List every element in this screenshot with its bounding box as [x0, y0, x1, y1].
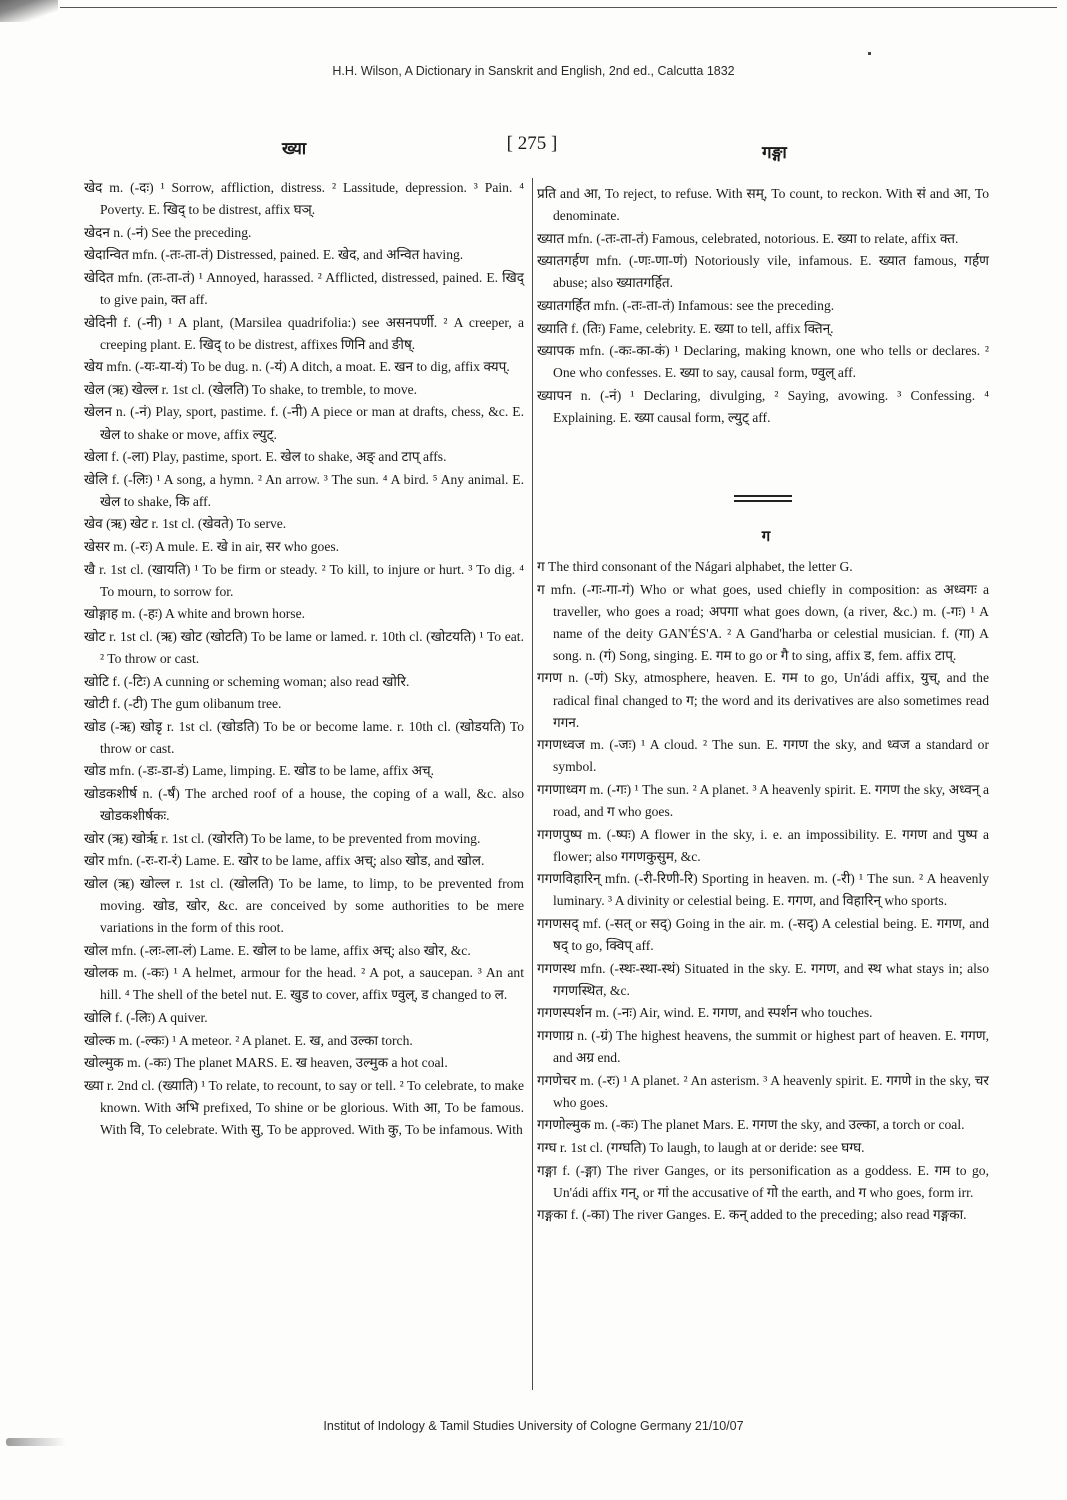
dictionary-entry: ग The third consonant of the Nágari alphabet, the letter G. [537, 559, 853, 574]
dictionary-entry: खोल्क m. (-ल्कः) ¹ A meteor. ² A planet. E. ख, and उल्का torch. [84, 1032, 413, 1048]
dictionary-entry: ख्या r. 2nd cl. (ख्याति) ¹ To relate, to recount, to say or tell. ² To celebrate, to make known. With अभि prefixed, To shine or be glorious. With आ, To be famous. With वि, To celebrate. With सु, To be approved. With कु, To be infamous. With [84, 1077, 524, 1137]
dictionary-entry: खोड mfn. (-डः-डा-डं) Lame, limping. E. खोड to be lame, affix अच्. [84, 763, 435, 779]
dictionary-entry: गगणाध्वग m. (-गः) ¹ The sun. ² A planet. ³ A heavenly spirit. E. गगण the sky, अध्वन् a road, and ग who goes. [537, 781, 989, 820]
dictionary-entry: खोल्मुक m. (-कः) The planet MARS. E. ख heaven, उल्मुक a hot coal. [84, 1055, 448, 1071]
dictionary-entry: खेव (ऋ) खेट r. 1st cl. (खेवते) To serve. [84, 516, 287, 532]
dictionary-entry: गङ्गका f. (-का) The river Ganges. E. कन् added to the preceding; also read गङ्गका. [537, 1207, 967, 1223]
page-number: [ 275 ] [506, 133, 558, 154]
dictionary-entry: गगणध्वज m. (-जः) ¹ A cloud. ² The sun. E. गगण the sky, and ध्वज a standard or symbol. [537, 737, 989, 775]
dictionary-entry: खेलन n. (-नं) Play, sport, pastime. f. (-नी) A piece or man at drafts, chess, &c. E. खेल to shake or move, affix ल्युट्. [84, 404, 524, 442]
dictionary-entry: ख्यातगर्हण mfn. (-णः-णा-णं) Notoriously vile, infamous. E. ख्यात famous, गर्हण abuse; also ख्यातगर्हित. [537, 253, 989, 291]
dictionary-entry: खेलि f. (-लिः) ¹ A song, a hymn. ² An arrow. ³ The sun. ⁴ A bird. ⁵ Any animal. E. खेल to shake, कि aff. [84, 471, 524, 509]
scan-edge-mark [0, 0, 58, 22]
dictionary-entry: ख्यापक mfn. (-कः-का-कं) ¹ Declaring, making known, one who tells or declares. ² One who confesses. E. ख्या to say, causal form, ण्वुल् aff. [537, 343, 989, 381]
dictionary-entry: खोङ्गाह m. (-हः) A white and brown horse. [84, 606, 306, 622]
section-letter: ग [761, 527, 771, 545]
dictionary-entry: खोड (-ऋ) खोडृ r. 1st cl. (खोडति) To be or become lame. r. 10th cl. (खोडयति) To throw or cast. [84, 718, 524, 756]
source-citation: H.H. Wilson, A Dictionary in Sanskrit and English, 2nd ed., Calcutta 1832 [332, 64, 735, 78]
dictionary-entry: गङ्गा f. (-ङ्गा) The river Ganges, or its personification as a goddess. E. गम to go, Un'ádi affix गन्, or गां the accusative of गो the earth, and ग who goes, form irr. [537, 1162, 989, 1200]
dictionary-entry: गगणस्पर्शन m. (-नः) Air, wind. E. गगण, and स्पर्शन who touches. [537, 1005, 873, 1021]
dictionary-entry: खेल (ऋ) खेल्ल r. 1st cl. (खेलति) To shake, to tremble, to move. [84, 381, 418, 397]
dictionary-entry: खोटि f. (-टिः) A cunning or scheming woman; also read खोरि. [84, 673, 410, 689]
column-divider [532, 178, 533, 1390]
dictionary-entry: खोटी f. (-टी) The gum olibanum tree. [84, 696, 282, 712]
dictionary-entry: गगणविहारिन् mfn. (-री-रिणी-रि) Sporting in heaven. m. (-री) ¹ The sun. ² A heavenly luminary. ³ A divinity or celestial being. E. गगण, and विहारिन् who sports. [537, 871, 989, 909]
dictionary-entry: गगण n. (-णं) Sky, atmosphere, heaven. E. गम to go, Un'ádi affix, युच्, and the radical final changed to ग; the word and its derivatives are also sometimes read गगन. [537, 670, 989, 730]
dictionary-entry: गगणसद् mf. (-सत् or सद्) Going in the air. m. (-सद्) A celestial being. E. गगण, and षद् to go, क्विप् aff. [537, 916, 989, 954]
dictionary-entry: खोर (ऋ) खोर्ऋ r. 1st cl. (खोरति) To be lame, to be prevented from moving. [84, 830, 481, 846]
dictionary-entry: खेय mfn. (-यः-या-यं) To be dug. n. (-यं) A ditch, a moat. E. खन to dig, affix क्यप्. [84, 359, 510, 375]
dictionary-entry: खेदन n. (-नं) See the preceding. [84, 224, 252, 240]
section-rule-upper [734, 495, 792, 497]
dictionary-entry: गग्घ r. 1st cl. (गग्घति) To laugh, to laugh at or deride: see घग्घ. [537, 1139, 865, 1155]
dictionary-entry: खेदित mfn. (तः-ता-तं) ¹ Annoyed, harassed. ² Afflicted, distressed, pained. E. खिद् to give pain, क्त aff. [84, 269, 524, 307]
dictionary-entry: गगणाग्र n. (-ग्रं) The highest heavens, the summit or highest part of heaven. E. गगण, and अग्र end. [537, 1027, 989, 1066]
dictionary-entry: गगणपुष्प m. (-ष्पः) A flower in the sky, i. e. an impossibility. E. गगण and पुष्प a flower; also गगणकुसुम, &c. [537, 826, 989, 864]
scan-smudge [6, 1438, 66, 1446]
dictionary-entry: ख्यातगर्हित mfn. (-तः-ता-तं) Infamous: see the preceding. [537, 297, 835, 313]
dictionary-entry: खै r. 1st cl. (खायति) ¹ To be firm or steady. ² To kill, to injure or hurt. ³ To dig. ⁴ To mourn, to sorrow for. [84, 561, 524, 599]
dictionary-entry: ख्यापन n. (-नं) ¹ Declaring, divulging, ² Saying, avowing. ³ Confessing. ⁴ Explaining. E. ख्या causal form, ल्युट् aff. [537, 387, 989, 425]
left-running-headword: ख्या [282, 139, 307, 159]
dictionary-entry: खेला f. (-ला) Play, pastime, sport. E. खेल to shake, अङ् and टाप् affs. [84, 449, 447, 465]
dictionary-entry: प्रति and आ, To reject, to refuse. With सम्, To count, to reckon. With सं and आ, To denominate. [537, 186, 989, 224]
dictionary-entry: खोल mfn. (-लः-ला-लं) Lame. E. खोल to be lame, affix अच्; also खोर, &c. [84, 942, 471, 958]
right-column-top [537, 183, 989, 430]
dictionary-entry: गगणोल्मुक m. (-कः) The planet Mars. E. गगण the sky, and उल्का, a torch or coal. [537, 1117, 965, 1133]
footer-credit: Institut of Indology & Tamil Studies University of Cologne Germany 21/10/07 [323, 1419, 744, 1433]
dictionary-entry: खोट r. 1st cl. (ऋ) खोट (खोटति) To be lame or lamed. r. 10th cl. (खोटयति) ¹ To eat. ² To throw or cast. [84, 628, 524, 666]
dictionary-entry: खोलि f. (-लिः) A quiver. [84, 1009, 208, 1025]
dictionary-entry: खोलक m. (-कः) ¹ A helmet, armour for the head. ² A pot, a saucepan. ³ An ant hill. ⁴ The shell of the betel nut. E. खुड to cover, affix ण्वुल्, ड changed to ल. [84, 965, 524, 1003]
dictionary-entry: खोडकशीर्ष n. (-र्षं) The arched roof of a house, the coping of a wall, &c. also खोडकशीर्षकः. [84, 786, 524, 824]
dictionary-entry: खोर mfn. (-रः-रा-रं) Lame. E. खोर to be lame, affix अच्; also खोड, and खोल. [84, 853, 485, 869]
dictionary-entry: खेद m. (-दः) ¹ Sorrow, affliction, distress. ² Lassitude, depression. ³ Pain. ⁴ Poverty. E. खिद् to be distrest, affix घञ्. [84, 180, 524, 218]
dictionary-entry: ख्याति f. (तिः) Fame, celebrity. E. ख्या to tell, affix क्तिन्. [537, 320, 834, 336]
dictionary-entry: ख्यात mfn. (-तः-ता-तं) Famous, celebrated, notorious. E. ख्या to relate, affix क्त. [537, 230, 959, 246]
left-column [84, 177, 524, 1142]
scan-top-rule [60, 7, 1057, 8]
section-rule-lower [734, 500, 792, 502]
dictionary-entry: ग mfn. (-गः-गा-गं) Who or what goes, used chiefly in composition: as अध्वगः a traveller, who goes a road; अपगा what goes down, (a river, &c.) m. (-गः) ¹ A name of the deity GAN'ÉS'A. ² A Gand'harba or celestial musician. f. (गा) A song. n. (गं) Song, singing. E. गम to go or गै to sing, affix ड, fem. affix टाप्. [537, 581, 989, 663]
right-running-headword: गङ्गा [762, 143, 787, 163]
dictionary-entry: खेदिनी f. (-नी) ¹ A plant, (Marsilea quadrifolia:) see असनपर्णी. ² A creeper, a creeping plant. E. खिद् to be distrest, affixes णिनि and ङीष्. [84, 314, 524, 352]
dictionary-entry: गगणेचर m. (-रः) ¹ A planet. ² An asterism. ³ A heavenly spirit. E. गगणे in the sky, चर who goes. [537, 1072, 989, 1110]
dictionary-entry: खोल (ऋ) खोल्ल r. 1st cl. (खोलति) To be lame, to limp, to be prevented from moving. खोड, खोर, &c. are conceived by some authorities to be mere variations in the form of this root. [84, 875, 524, 936]
dictionary-entry: खेसर m. (-रः) A mule. E. खे in air, सर who goes. [84, 539, 340, 554]
dictionary-entry: खेदान्वित mfn. (-तः-ता-तं) Distressed, pained. E. खेद, and अन्वित having. [84, 247, 464, 263]
right-column-lower [537, 556, 989, 1227]
dictionary-entry: गगणस्थ mfn. (-स्थः-स्था-स्थं) Situated in the sky. E. गगण, and स्थ what stays in; also गगणस्थित, &c. [537, 960, 989, 998]
scan-speck [868, 52, 871, 55]
